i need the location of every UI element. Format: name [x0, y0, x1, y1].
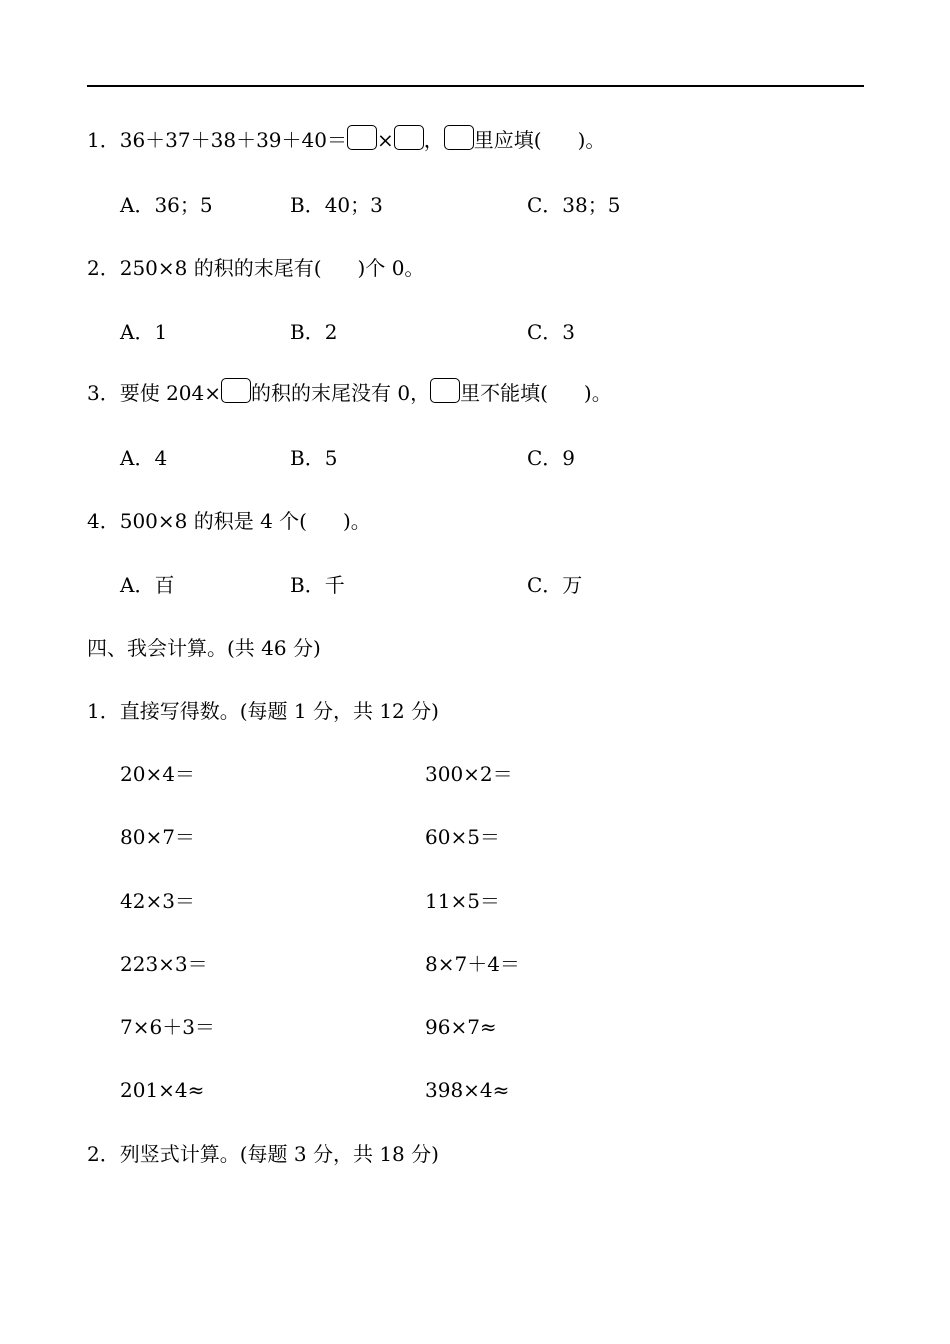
question-1-close: )。 [577, 128, 606, 152]
question-3-mid: 的积的末尾没有 0， [251, 381, 431, 405]
question-1-option-c[interactable]: C．38；5 [527, 193, 621, 217]
calc-item: 7×6＋3＝ [120, 1015, 215, 1039]
times-sign: × [376, 128, 394, 152]
question-1-option-a[interactable]: A．36；5 [120, 193, 213, 217]
question-2-close: )个 0。 [357, 256, 425, 280]
question-3-pre: 3．要使 204× [87, 381, 222, 405]
question-1-expression: 36＋37＋38＋39＋40＝ [119, 128, 347, 152]
calc-item: 96×7≈ [425, 1015, 497, 1039]
question-2-option-c[interactable]: C．3 [527, 320, 576, 344]
calc-item: 8×7＋4＝ [425, 952, 520, 976]
question-1 [87, 125, 605, 153]
calc-item: 11×5＝ [425, 889, 500, 913]
question-4-close: )。 [342, 509, 371, 533]
question-3-option-c[interactable]: C．9 [527, 446, 576, 470]
answer-box[interactable] [221, 378, 251, 403]
question-4 [87, 507, 371, 535]
question-2-text: 2．250×8 的积的末尾有( [87, 256, 322, 280]
calc-item: 201×4≈ [120, 1078, 205, 1102]
calc-item: 398×4≈ [425, 1078, 510, 1102]
calc-item: 80×7＝ [120, 825, 195, 849]
question-1-option-b[interactable]: B．40；3 [290, 193, 383, 217]
question-4-option-a[interactable]: A．百 [120, 573, 175, 597]
answer-box[interactable] [444, 125, 474, 150]
question-2-option-b[interactable]: B．2 [290, 320, 338, 344]
calc-item: 300×2＝ [425, 762, 513, 786]
calc-item: 42×3＝ [120, 889, 195, 913]
question-3-option-b[interactable]: B．5 [290, 446, 338, 470]
question-4-option-c[interactable]: C．万 [527, 573, 583, 597]
question-1-tail: 里应填( [473, 128, 542, 152]
section-4-title: 四、我会计算。(共 46 分) [87, 636, 321, 660]
question-3-option-a[interactable]: A．4 [120, 446, 168, 470]
comma: ， [423, 128, 444, 152]
question-2 [87, 254, 424, 282]
question-1-number: 1． [87, 128, 120, 152]
top-rule [87, 85, 864, 87]
calc-item: 60×5＝ [425, 825, 500, 849]
part-1-title: 1．直接写得数。(每题 1 分，共 12 分) [87, 699, 439, 723]
question-3-close: )。 [583, 381, 612, 405]
answer-box[interactable] [347, 125, 377, 150]
calc-item: 223×3＝ [120, 952, 208, 976]
calc-item: 20×4＝ [120, 762, 195, 786]
question-3 [87, 378, 612, 406]
question-4-text: 4．500×8 的积是 4 个( [87, 509, 307, 533]
question-4-option-b[interactable]: B．千 [290, 573, 345, 597]
question-3-tail: 里不能填( [460, 381, 548, 405]
answer-box[interactable] [430, 378, 460, 403]
question-2-option-a[interactable]: A．1 [120, 320, 168, 344]
part-2-title: 2．列竖式计算。(每题 3 分，共 18 分) [87, 1142, 439, 1166]
answer-box[interactable] [394, 125, 424, 150]
